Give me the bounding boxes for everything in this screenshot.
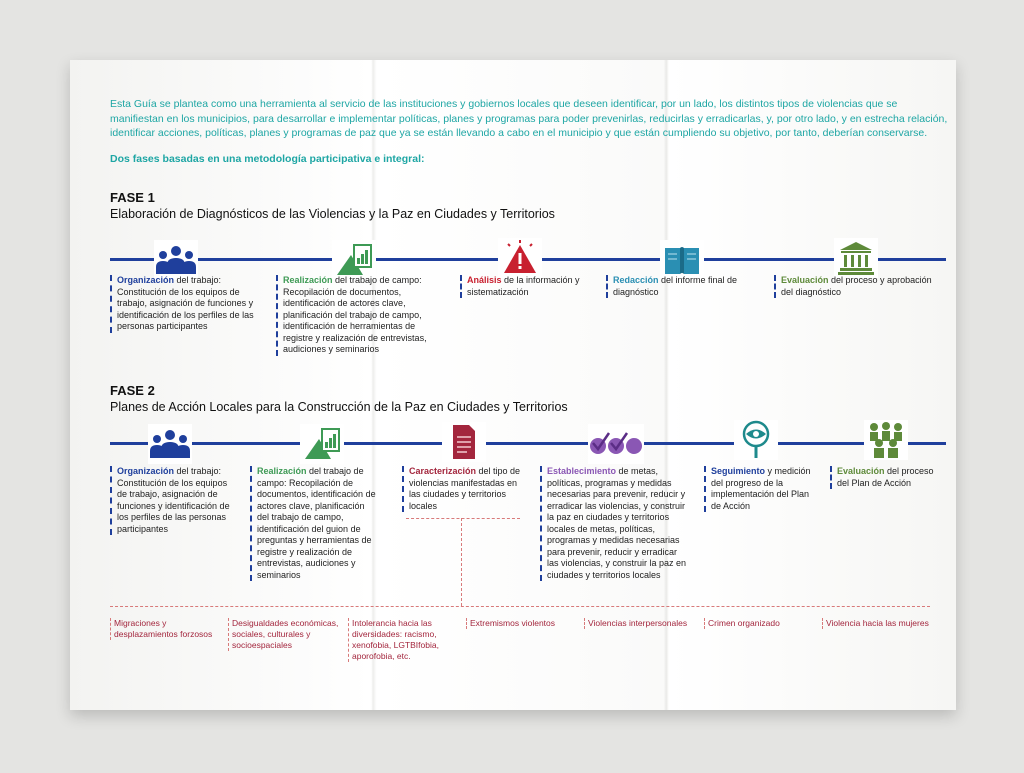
- violence-type-intolerancia: Intolerancia hacia las diversidades: racismo, xenofobia, LGTBIfobia, aporofobia, etc.: [348, 618, 460, 662]
- people-group-icon: [148, 424, 192, 464]
- open-book-icon: [660, 240, 704, 280]
- violence-type-crimen: Crimen organizado: [704, 618, 816, 629]
- fase2-title: Planes de Acción Locales para la Construcción de la Paz en Ciudades y Territorios: [110, 400, 568, 414]
- step-text: del proceso del Plan de Acción: [837, 466, 934, 488]
- fase2-step-seguimiento: [704, 466, 819, 512]
- fase1-step-analisis: [460, 275, 597, 298]
- connector-line: [406, 518, 520, 519]
- step-text: del proceso y aprobación del diagnóstico: [781, 275, 932, 297]
- fase1-title: Elaboración de Diagnósticos de las Violencias y la Paz en Ciudades y Territorios: [110, 207, 555, 221]
- people-group-icon: [154, 240, 198, 280]
- fase1-label: FASE 1: [110, 190, 155, 205]
- fase2-step-caracterizacion: [402, 466, 521, 512]
- step-keyword: Realización: [283, 275, 333, 285]
- violence-type-interpersonales: Violencias interpersonales: [584, 618, 698, 629]
- brochure-sheet: [70, 60, 956, 710]
- violence-type-extremismos: Extremismos violentos: [466, 618, 578, 629]
- step-text: del trabajo de campo: Recopilación de documentos, identificación de actores clave, planificación del trabajo de campo, identificación de herramientas de registre y realización de entrevistas, audiciones y seminarios: [283, 275, 427, 354]
- step-keyword: Evaluación: [837, 466, 885, 476]
- fase2-step-evaluacion: [830, 466, 941, 489]
- step-keyword: Análisis: [467, 275, 502, 285]
- methodology-subheading: Dos fases basadas en una metodología participativa e integral:: [110, 153, 425, 165]
- checkmarks-icon: [588, 424, 644, 464]
- chart-pyramid-icon: [332, 240, 376, 280]
- step-text: del tipo de violencias manifestadas en las ciudades y territorios locales: [409, 466, 521, 511]
- step-text: de la información y sistematización: [467, 275, 580, 297]
- violence-type-migraciones: Migraciones y desplazamientos forzosos: [110, 618, 222, 640]
- step-keyword: Caracterización: [409, 466, 477, 476]
- step-text: del trabajo de campo: Recopilación de documentos, identificación de actores clave, planificación del trabajo de campo, identificación del guion de preguntas y herramientas de registre y realización de entrevistas, audiciones y seminarios: [257, 466, 376, 580]
- document-icon: [442, 422, 486, 462]
- intro-paragraph: Esta Guía se plantea como una herramienta al servicio de las instituciones y gobiernos locales que deseen identificar, por un lado, los distintos tipos de violencias que se manifiestan en los municipios, para desarrollar e implementar políticas, planes y programas para poder prevenirlas, reducirlas y erradicarlas, y, por otro lado, y en estrecha relación, identificar acciones, políticas, planes y programas de paz que ya se están llevando a cabo en el municipio y que están cumpliendo su objetivo, por tanto, deberían conservarse.: [110, 98, 948, 139]
- fase1-step-realizacion: [276, 275, 443, 356]
- fase2-label: FASE 2: [110, 383, 155, 398]
- step-keyword: Organización: [117, 275, 175, 285]
- fase1-step-redaccion: [606, 275, 753, 298]
- step-keyword: Evaluación: [781, 275, 829, 285]
- community-icon: [864, 420, 908, 460]
- fase2-step-establecimiento: [540, 466, 689, 581]
- step-keyword: Redacción: [613, 275, 659, 285]
- warning-icon: [498, 238, 542, 278]
- step-keyword: Organización: [117, 466, 175, 476]
- institution-icon: [834, 238, 878, 278]
- eye-magnifier-icon: [734, 420, 778, 460]
- step-keyword: Establecimiento: [547, 466, 617, 476]
- step-text: de metas, políticas, programas y medidas necesarias para prevenir, reducir y erradicar las violencias, y construir la paz en ciudades y territorios locales de metas, políticas, programas y medidas necesarias para prevenir, reducir y erradicar las violencias, y construir la paz en ciudades y territorios locales: [547, 466, 687, 580]
- fase2-step-realizacion: [250, 466, 379, 581]
- step-text: y medición del progreso de la implementación del Plan de Acción: [711, 466, 811, 511]
- step-keyword: Realización: [257, 466, 307, 476]
- fase1-step-organizacion: [110, 275, 267, 333]
- violence-types-line: [110, 606, 930, 607]
- violence-type-desigualdades: Desigualdades económicas, sociales, culturales y socioespaciales: [228, 618, 340, 651]
- step-text: del trabajo: Constitución de los equipos de trabajo, asignación de funciones y identificación de los perfiles de las personas participantes: [117, 275, 254, 331]
- fase2-timeline: [110, 442, 946, 445]
- fase2-step-organizacion: [110, 466, 239, 535]
- violence-type-mujeres: Violencia hacia las mujeres: [822, 618, 938, 629]
- step-text: del trabajo: Constitución de los equipos de trabajo, asignación de funciones y identificación de los perfiles de las personas participantes: [117, 466, 230, 534]
- connector-line: [461, 518, 462, 606]
- chart-pyramid-icon: [300, 424, 344, 464]
- step-keyword: Seguimiento: [711, 466, 766, 476]
- fase1-step-evaluacion: [774, 275, 941, 298]
- step-text: del informe final de diagnóstico: [613, 275, 738, 297]
